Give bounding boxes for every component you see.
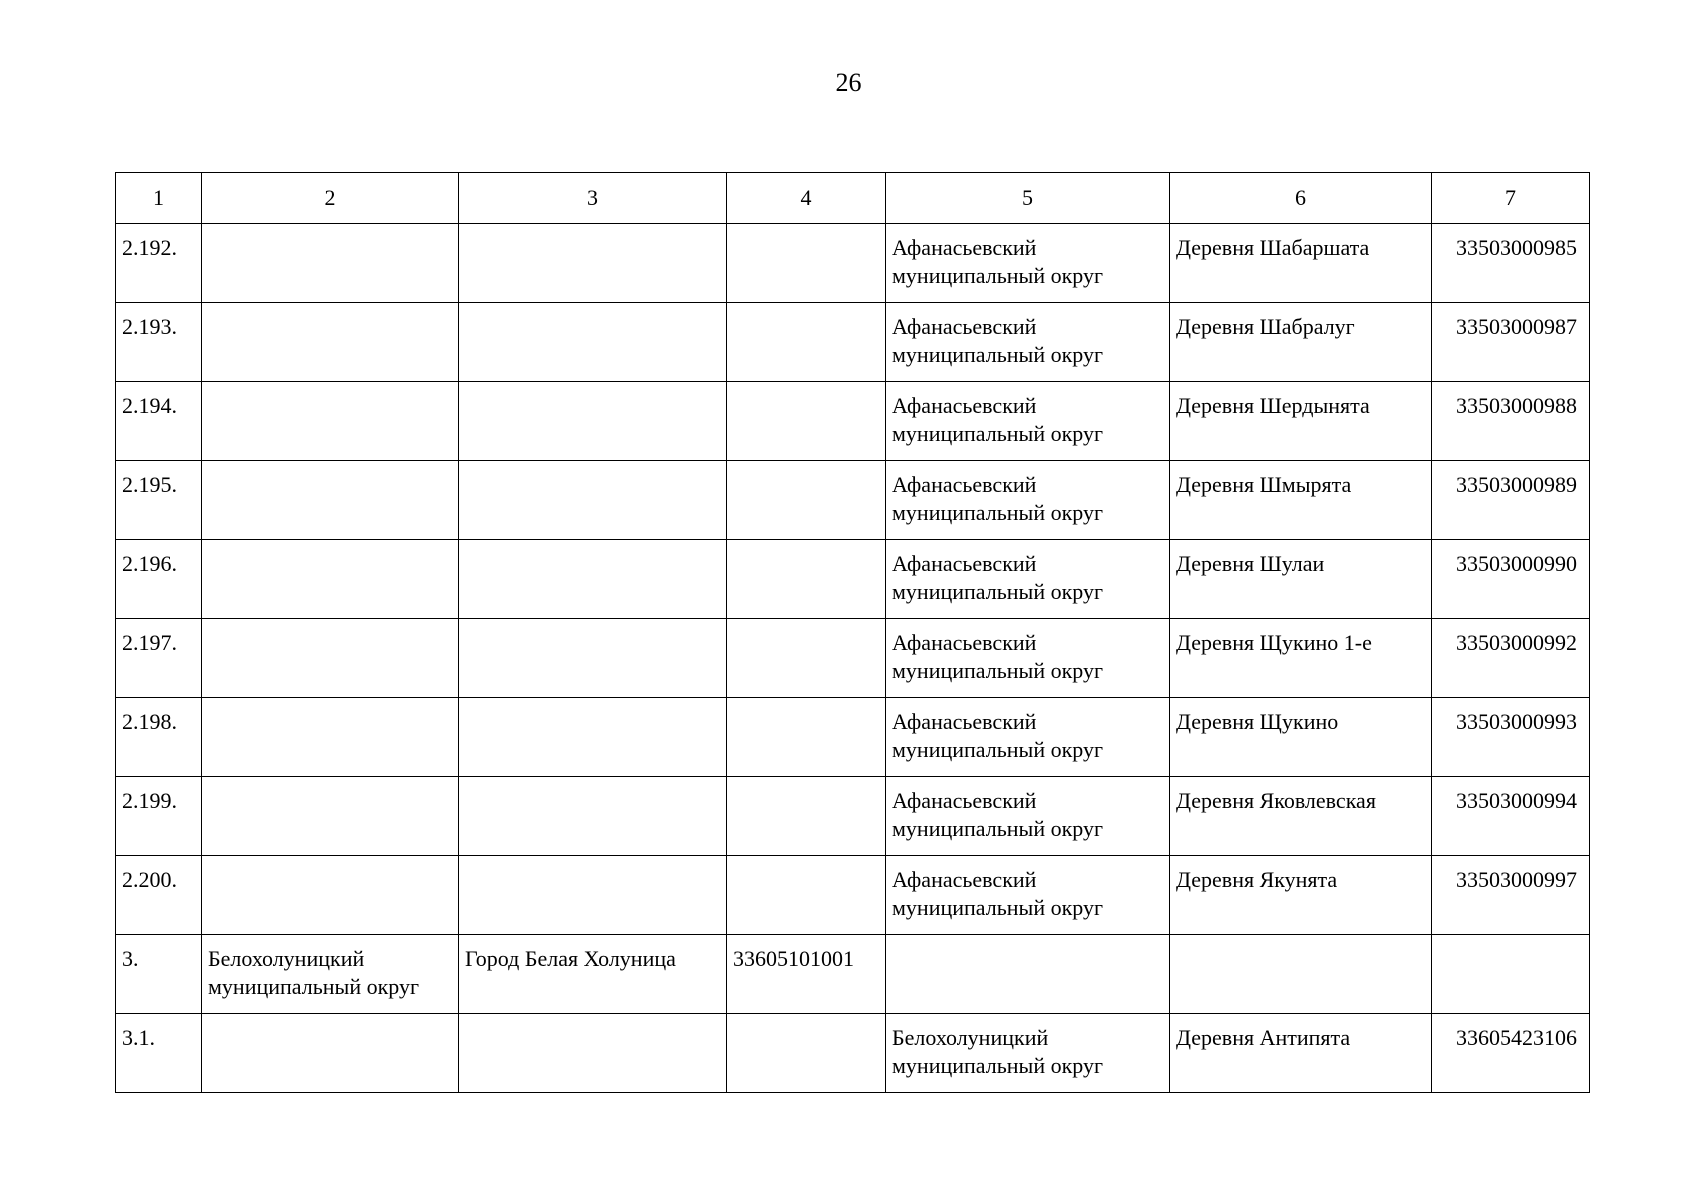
table-cell-col-6: Деревня Щукино bbox=[1170, 698, 1432, 777]
table-cell-col-2 bbox=[202, 224, 459, 303]
table-cell-col-6: Деревня Яковлевская bbox=[1170, 777, 1432, 856]
table-cell-col-4 bbox=[727, 698, 886, 777]
table-cell-col-7: 33503000997 bbox=[1432, 856, 1590, 935]
table-cell-col-3 bbox=[459, 461, 727, 540]
column-header-6: 6 bbox=[1170, 173, 1432, 224]
table-cell-col-2 bbox=[202, 777, 459, 856]
table-cell-col-2 bbox=[202, 856, 459, 935]
table-row bbox=[116, 224, 1590, 303]
table-cell-col-6 bbox=[1170, 935, 1432, 1014]
table-cell-col-6: Деревня Якунята bbox=[1170, 856, 1432, 935]
table-cell-col-6: Деревня Щукино 1-е bbox=[1170, 619, 1432, 698]
table-row bbox=[116, 1014, 1590, 1093]
table-row bbox=[116, 540, 1590, 619]
table-cell-col-5 bbox=[886, 935, 1170, 1014]
table-cell-col-3 bbox=[459, 777, 727, 856]
table-cell-col-3 bbox=[459, 1014, 727, 1093]
page-number: 26 bbox=[835, 68, 862, 97]
table-cell-col-7: 33503000992 bbox=[1432, 619, 1590, 698]
table-cell-col-3 bbox=[459, 856, 727, 935]
table-cell-col-7: 33503000985 bbox=[1432, 224, 1590, 303]
table-cell-col-5: Афанасьевский муниципальный округ bbox=[886, 461, 1170, 540]
table-cell-col-4 bbox=[727, 856, 886, 935]
table-cell-col-3 bbox=[459, 303, 727, 382]
table-cell-col-4 bbox=[727, 777, 886, 856]
table-cell-col-3 bbox=[459, 698, 727, 777]
table-cell-col-1: 3. bbox=[116, 935, 202, 1014]
column-header-7: 7 bbox=[1432, 173, 1590, 224]
table-cell-col-7: 33503000988 bbox=[1432, 382, 1590, 461]
table-cell-col-3 bbox=[459, 224, 727, 303]
table-cell-col-5: Афанасьевский муниципальный округ bbox=[886, 698, 1170, 777]
table-cell-col-2 bbox=[202, 461, 459, 540]
column-header-3: 3 bbox=[459, 173, 727, 224]
column-header-2: 2 bbox=[202, 173, 459, 224]
table-cell-col-2: Белохолуницкий муниципальный округ bbox=[202, 935, 459, 1014]
table-cell-col-2 bbox=[202, 698, 459, 777]
table-cell-col-6: Деревня Шердынята bbox=[1170, 382, 1432, 461]
table-row bbox=[116, 382, 1590, 461]
table-cell-col-6: Деревня Шмырята bbox=[1170, 461, 1432, 540]
table-row bbox=[116, 856, 1590, 935]
table-cell-col-7: 33503000989 bbox=[1432, 461, 1590, 540]
table-cell-col-1: 2.194. bbox=[116, 382, 202, 461]
table-cell-col-5: Афанасьевский муниципальный округ bbox=[886, 303, 1170, 382]
table-cell-col-5: Афанасьевский муниципальный округ bbox=[886, 224, 1170, 303]
column-header-1: 1 bbox=[116, 173, 202, 224]
table-cell-col-7: 33503000987 bbox=[1432, 303, 1590, 382]
table-cell-col-4 bbox=[727, 619, 886, 698]
table-cell-col-5: Афанасьевский муниципальный округ bbox=[886, 382, 1170, 461]
table-cell-col-5: Афанасьевский муниципальный округ bbox=[886, 619, 1170, 698]
table-cell-col-1: 2.196. bbox=[116, 540, 202, 619]
table-cell-col-7: 33503000994 bbox=[1432, 777, 1590, 856]
table-cell-col-1: 2.197. bbox=[116, 619, 202, 698]
table-row bbox=[116, 935, 1590, 1014]
table-cell-col-2 bbox=[202, 540, 459, 619]
table-cell-col-4 bbox=[727, 1014, 886, 1093]
table-cell-col-5: Афанасьевский муниципальный округ bbox=[886, 856, 1170, 935]
table-cell-col-7: 33605423106 bbox=[1432, 1014, 1590, 1093]
column-header-5: 5 bbox=[886, 173, 1170, 224]
table-cell-col-1: 2.195. bbox=[116, 461, 202, 540]
table-cell-col-2 bbox=[202, 303, 459, 382]
table-cell-col-6: Деревня Шулаи bbox=[1170, 540, 1432, 619]
table-cell-col-7 bbox=[1432, 935, 1590, 1014]
table-row bbox=[116, 698, 1590, 777]
table-cell-col-1: 2.198. bbox=[116, 698, 202, 777]
table-cell-col-7: 33503000993 bbox=[1432, 698, 1590, 777]
table-cell-col-2 bbox=[202, 619, 459, 698]
table-header-row bbox=[116, 173, 1590, 224]
table-row bbox=[116, 619, 1590, 698]
table-cell-col-4: 33605101001 bbox=[727, 935, 886, 1014]
table-cell-col-4 bbox=[727, 382, 886, 461]
table-cell-col-7: 33503000990 bbox=[1432, 540, 1590, 619]
column-header-4: 4 bbox=[727, 173, 886, 224]
table-cell-col-3 bbox=[459, 619, 727, 698]
table-cell-col-3 bbox=[459, 382, 727, 461]
table-row bbox=[116, 303, 1590, 382]
registry-table bbox=[115, 172, 1590, 1093]
table-cell-col-1: 3.1. bbox=[116, 1014, 202, 1093]
table-cell-col-4 bbox=[727, 540, 886, 619]
table-cell-col-2 bbox=[202, 1014, 459, 1093]
table-cell-col-1: 2.192. bbox=[116, 224, 202, 303]
table-cell-col-6: Деревня Шабаршата bbox=[1170, 224, 1432, 303]
table-cell-col-5: Афанасьевский муниципальный округ bbox=[886, 777, 1170, 856]
table-cell-col-4 bbox=[727, 461, 886, 540]
table-cell-col-3: Город Белая Холуница bbox=[459, 935, 727, 1014]
table-cell-col-4 bbox=[727, 224, 886, 303]
table-cell-col-6: Деревня Шабралуг bbox=[1170, 303, 1432, 382]
table-cell-col-5: Афанасьевский муниципальный округ bbox=[886, 540, 1170, 619]
table-cell-col-1: 2.200. bbox=[116, 856, 202, 935]
table-cell-col-1: 2.193. bbox=[116, 303, 202, 382]
table-cell-col-4 bbox=[727, 303, 886, 382]
table-row bbox=[116, 777, 1590, 856]
table-cell-col-1: 2.199. bbox=[116, 777, 202, 856]
table-cell-col-3 bbox=[459, 540, 727, 619]
table-cell-col-5: Белохолуницкий муниципальный округ bbox=[886, 1014, 1170, 1093]
table-row bbox=[116, 461, 1590, 540]
table-cell-col-2 bbox=[202, 382, 459, 461]
table-body bbox=[116, 224, 1590, 1093]
table-cell-col-6: Деревня Антипята bbox=[1170, 1014, 1432, 1093]
